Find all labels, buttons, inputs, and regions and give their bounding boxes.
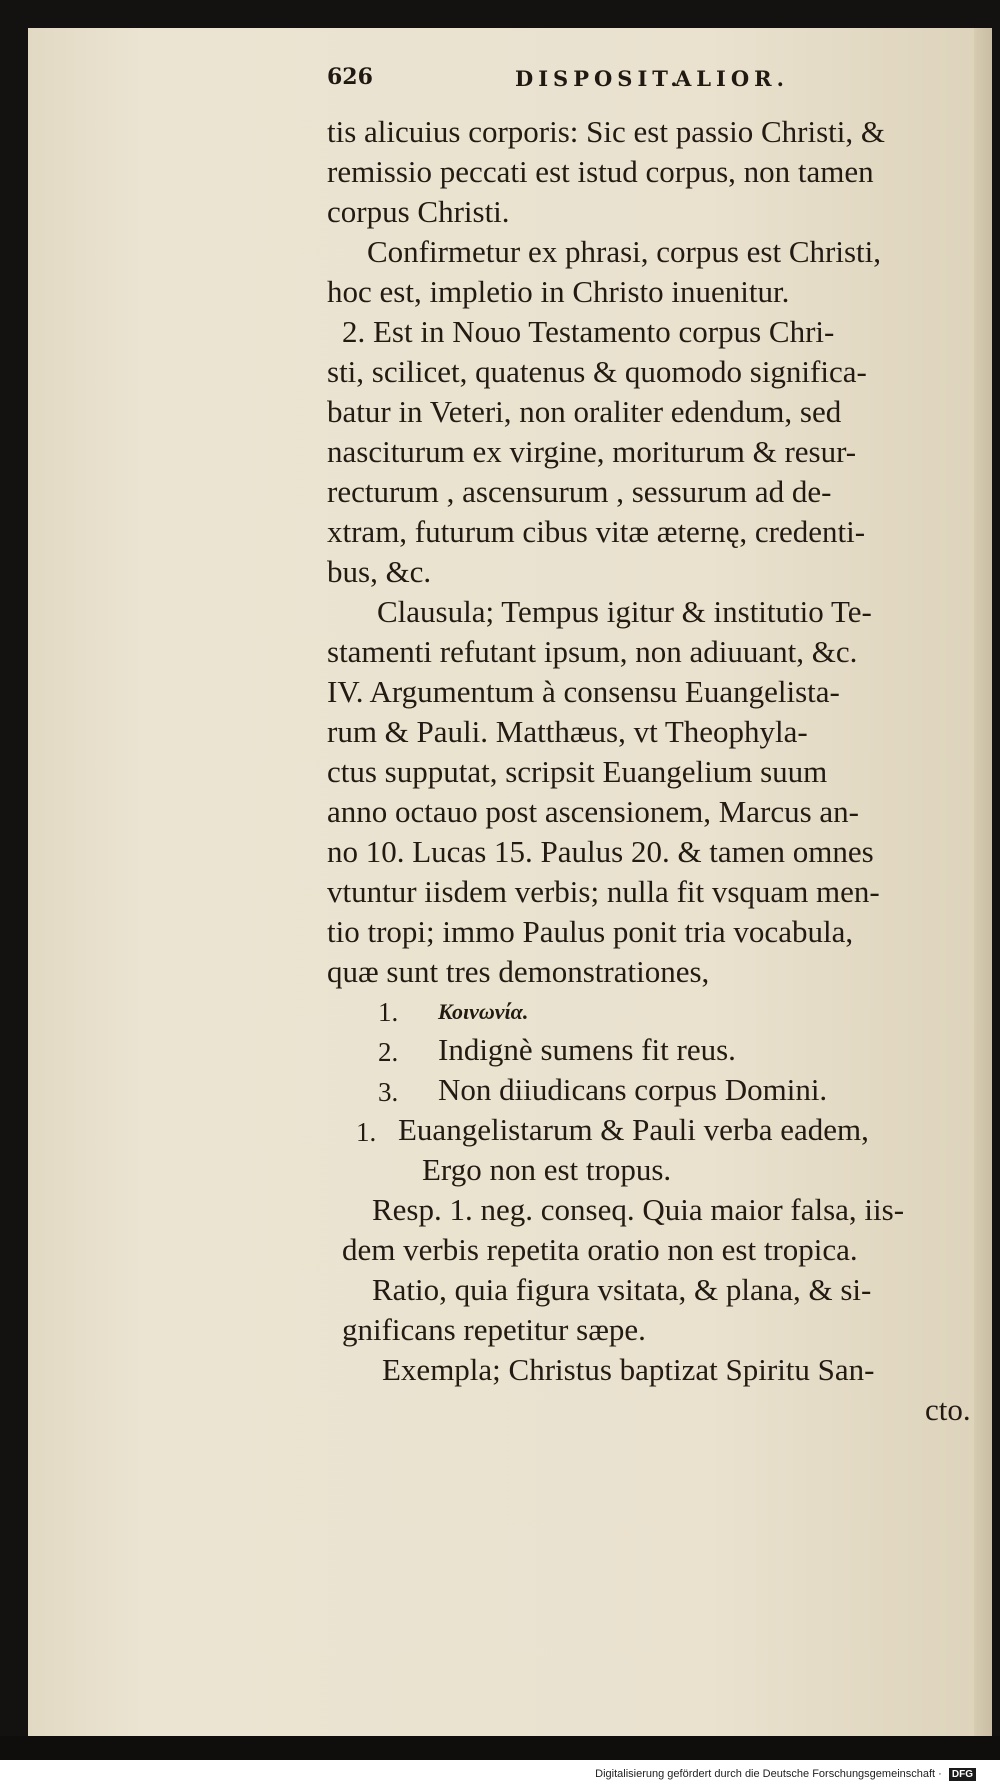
text-line: Clausula; Tempus igitur & institutio Te- (377, 594, 872, 629)
text-line: IV. Argumentum à consensu Euangelista- (327, 674, 840, 709)
text-line: xtram, futurum cibus vitæ æternę, credenti- (327, 514, 866, 549)
text-line: Resp. 1. neg. conseq. Quia maior falsa, iis- (372, 1192, 905, 1227)
list-number: 1. (378, 997, 399, 1027)
text-line: batur in Veteri, non oraliter edendum, sed (327, 394, 842, 429)
text-line: tis alicuius corporis: Sic est passio Christi, & (327, 114, 885, 149)
text-line: Exempla; Christus baptizat Spiritu San- (382, 1352, 875, 1387)
list-number: 3. (378, 1077, 399, 1107)
credit-text: Digitalisierung gefördert durch die Deutsche Forschungsgemeinschaft · (595, 1768, 942, 1780)
list-item-text: Indignè sumens fit reus. (438, 1032, 736, 1067)
list-number: 2. (378, 1037, 399, 1067)
page-number: 626 (327, 64, 373, 90)
text-line: 2. Est in Nouo Testamento corpus Chri- (342, 314, 835, 349)
running-title-1: DISPOSIT. (515, 66, 683, 91)
list-item-text: Κοινωνία. (438, 999, 529, 1024)
list-item-text: Non diiudicans corpus Domini. (438, 1072, 828, 1107)
text-line: dem verbis repetita oratio non est tropica. (342, 1232, 858, 1267)
running-title-2: ALIOR. (675, 66, 789, 91)
dfg-logo: DFG (949, 1768, 976, 1781)
text-line: tio tropi; immo Paulus ponit tria vocabula, (327, 914, 854, 949)
text-line: no 10. Lucas 15. Paulus 20. & tamen omnes (327, 834, 874, 869)
text-line: hoc est, impletio in Christo inuenitur. (327, 274, 790, 309)
text-line: anno octauo post ascensionem, Marcus an- (327, 794, 860, 829)
scan-bottom-strip (0, 1736, 1000, 1760)
page-edge (974, 28, 992, 1738)
syllogism-number: 1. (356, 1117, 377, 1147)
text-line: quæ sunt tres demonstrationes, (327, 954, 710, 989)
text-line: cto. (925, 1392, 971, 1427)
text-line: nasciturum ex virgine, moriturum & resur- (327, 434, 857, 469)
text-line: remissio peccati est istud corpus, non tamen (327, 154, 874, 189)
text-line: recturum , ascensurum , sessurum ad de- (327, 474, 832, 509)
text-line: Confirmetur ex phrasi, corpus est Christi, (367, 234, 881, 269)
text-line: gnificans repetitur sæpe. (342, 1312, 646, 1347)
syllogism-conclusion: Ergo non est tropus. (422, 1152, 672, 1187)
text-line: ctus supputat, scripsit Euangelium suum (327, 754, 828, 789)
text-line: corpus Christi. (327, 194, 510, 229)
text-line: bus, &c. (327, 554, 432, 589)
syllogism-major: Euangelistarum & Pauli verba eadem, (398, 1112, 869, 1147)
text-line: sti, scilicet, quatenus & quomodo significa- (327, 354, 867, 389)
digitization-credit (595, 1768, 976, 1781)
text-line: Ratio, quia figura vsitata, & plana, & si- (372, 1272, 872, 1307)
text-line: stamenti refutant ipsum, non adiuuant, &c. (327, 634, 858, 669)
text-line: vtuntur iisdem verbis; nulla fit vsquam men- (327, 874, 880, 909)
text-line: rum & Pauli. Matthæus, vt Theophyla- (327, 714, 808, 749)
